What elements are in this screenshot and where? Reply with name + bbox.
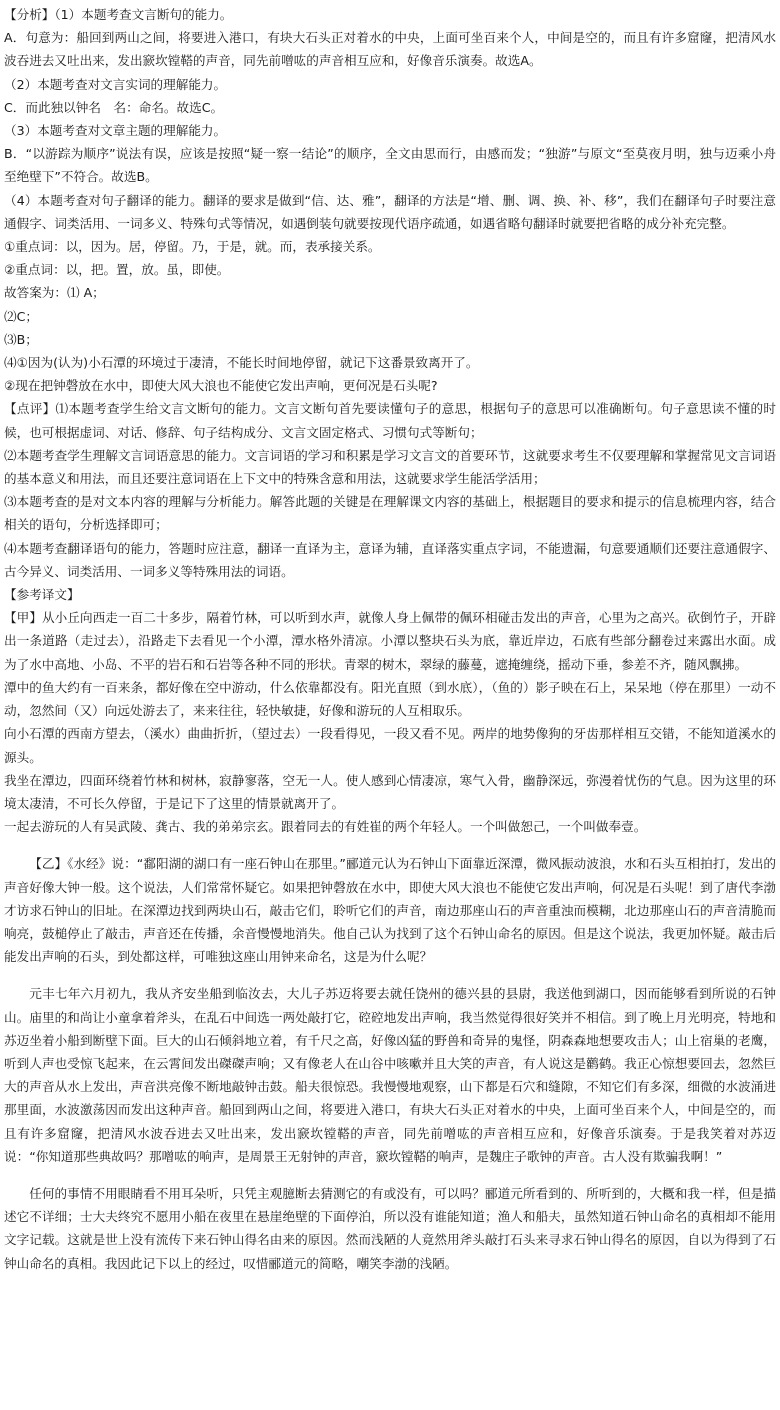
analysis-q4-heading: （4）本题考查对句子翻译的能力。翻译的要求是做到“信、达、雅”，翻译的方法是“增、删、调、换、补、移”，我们在翻译句子时要注意通假字、词类活用、一词多义、特殊句式等情况，如遇倒装句就要按现代语序疏通，如遇省略句翻译时就要把省略的成分补充完整。 [4,192,776,231]
translation-yi-3: 任何的事情不用眼睛看不用耳朵听，只凭主观臆断去猜测它的有或没有，可以吗？郦道元所看到的、所听到的，大概和我一样，但是描述它不详细；士大夫终究不愿用小船在夜里在悬崖绝壁的下面停泊，所以没有谁能知道；渔人和船夫，虽然知道石钟山命名的真相却不能用文字记载。这就是世上没有流传下来石钟山得名由来的原因。然而浅陋的人竟然用斧头敲打石头来寻求石钟山得名的原因，自以为得到了石钟山命名的真相。我因此记下以上的经过，叹惜郦道元的简略，嘲笑李渤的浅陋。 [4,1185,776,1271]
analysis-q2-heading: （2）本题考查对文言实词的理解能力。 [4,76,227,92]
comment-3: ⑶本题考查的是对文本内容的理解与分析能力。解答此题的关键是在理解课文内容的基础上，根据题目的要求和提示的信息梳理内容，结合相关的语句，分析选择即可； [4,494,776,533]
analysis-q3-heading: （3）本题考查对文章主题的理解能力。 [4,123,227,139]
analysis-section [4,3,776,583]
translation-section [4,583,776,838]
comment-4: ⑷本题考查翻译语句的能力，答题时应注意，翻译一直译为主，意译为辅，直译落实重点字词，不能遗漏，句意要通顺们还要注意通假字、古今异义、词类活用、一词多义等特殊用法的词语。 [4,540,776,579]
translation-yi-1: 【乙】《水经》说：“鄱阳湖的湖口有一座石钟山在那里。”郦道元认为石钟山下面靠近深潭，微风振动波浪，水和石头互相拍打，发出的声音好像大钟一般。这个说法，人们常常怀疑它。如果把钟磬放在水中，即使大风大浪也不能使它发出声响，何况是石头呢！到了唐代李渤才访求石钟山的旧址。在深潭边找到两块山石，敲击它们，聆听它们的声音，南边那座山石的声音重浊而模糊，北边那座山石的声音清脆而响亮，鼓槌停止了敲击，声音还在传播，余音慢慢地消失。他自己认为找到了这个石钟山命名的原因。但是这个说法，我更加怀疑。敲击后能发出声响的石头，到处都这样，可唯独这座山用钟来命名，这是为什么呢？ [4,856,776,965]
translation-jia-2: 潭中的鱼大约有一百来条，都好像在空中游动，什么依靠都没有。阳光直照（到水底），（鱼的）影子映在石上，呆呆地（停在那里）一动不动，忽然间（又）向远处游去了，来来往往，轻快敏捷，好像和游玩的人互相取乐。 [4,679,776,719]
translation-jia-3: 向小石潭的西南方望去，（溪水）曲曲折折，（望过去）一段看得见，一段又看不见。两岸的地势像狗的牙齿那样相互交错，不能知道溪水的源头。 [4,726,776,765]
analysis-heading: 【分析】（1）本题考查文言断句的能力。 [4,7,233,22]
analysis-q1-answer: A．句意为：船回到两山之间，将要进入港口，有块大石头正对着水的中央，上面可坐百来个人，中间是空的，而且有许多窟窿，把清风水波吞进去又吐出来，发出窾坎镗鞳的声音，同先前噌吰的声音相互应和，好像音乐演奏。故选A。 [4,30,776,69]
analysis-keywords-2: ②重点词：以，把。置，放。虽，即使。 [4,262,230,278]
spacer [4,838,776,852]
spacer [4,968,776,982]
answer-4b: ②现在把钟磬放在水中，即使大风大浪也不能使它发出声响，更何况是石头呢? [4,378,438,394]
answer-1: 故答案为：⑴ A； [4,285,105,301]
analysis-q3-answer: B．“以游踪为顺序”说法有误，应该是按照“疑一察一结论”的顺序，全文由思而行，由感而发；“独游”与原文“至莫夜月明，独与迈乘小舟至绝壁下”不符合。故选B。 [4,146,776,185]
translation-jia-5: 一起去游玩的人有吴武陵、龚古、我的弟弟宗玄。跟着同去的有姓崔的两个年轻人。一个叫做恕己，一个叫做奉壹。 [4,819,647,835]
translation-jia-4: 我坐在潭边，四面环绕着竹林和树林，寂静寥落，空无一人。使人感到心情凄凉，寒气入骨，幽静深远，弥漫着忧伤的气息。因为这里的环境太凄清，不可长久停留，于是记下了这里的情景就离开了。 [4,772,776,811]
spacer [4,1168,776,1182]
analysis-keywords-1: ①重点词：以，因为。居，停留。乃，于是，就。而，表承接关系。 [4,239,381,255]
translation-yi-2: 元丰七年六月初九，我从齐安坐船到临汝去，大儿子苏迈将要去就任饶州的德兴县的县尉，我送他到湖口，因而能够看到所说的石钟山。庙里的和尚让小童拿着斧头，在乱石中间选一两处敲打它，硿硿地发出声响，我当然觉得很好笑并不相信。到了晚上月光明亮，特地和苏迈坐着小船到断壁下面。巨大的山石倾斜地立着，有千尺之高，好像凶猛的野兽和奇异的鬼怪，阴森森地想要攻击人；山上宿巢的老鹰，听到人声也受惊飞起来，在云霄间发出磔磔声响；又有像老人在山谷中咳嗽并且大笑的声音，有人说这是鹳鹤。我正心惊想要回去，忽然巨大的声音从水上发出，声音洪亮像不断地敲钟击鼓。船夫很惊恐。我慢慢地观察，山下都是石穴和缝隙，不知它们有多深，细微的水波涌进那里面，水波激荡因而发出这种声音。船回到两山之间，将要进入港口，有块大石头正对着水的中央，上面可坐百来个人，中间是空的，而且有许多窟窿，把清风水波吞进去又吐出来，发出窾坎镗鞳的声音，同先前噌吰的声音相互应和，好像音乐演奏。于是我笑着对苏迈说：“你知道那些典故吗？那噌吰的响声，是周景王无射钟的声音，窾坎镗鞳的响声，是魏庄子歌钟的声音。古人没有欺骗我啊！” [4,986,776,1164]
answer-2: ⑵C； [4,308,38,324]
answer-4a: ⑷①因为(认为)小石潭的环境过于凄清，不能长时间地停留，就记下这番景致离开了。 [4,355,479,371]
comment-1: 【点评】⑴本题考查学生给文言文断句的能力。文言文断句首先要读懂句子的意思，根据句子的意思可以准确断句。句子意思读不懂的时候，也可根据虚词、对话、修辞、句子结构成分、文言文固定格式、习惯句式等断句； [4,401,776,440]
comment-2: ⑵本题考查学生理解文言词语意思的能力。文言词语的学习和积累是学习文言文的首要环节，这就要求考生不仅要理解和掌握常见文言词语的基本意义和用法，而且还要注意词语在上下文中的特殊含意和用法，这就要求学生能活学活用； [4,447,776,487]
answer-3: ⑶B； [4,331,38,347]
analysis-q2-answer: C．而此独以钟名 名：命名。故选C。 [4,99,224,115]
translation-heading: 【参考译文】 [4,587,80,603]
translation-jia-1: 【甲】从小丘向西走一百二十多步，隔着竹林，可以听到水声，就像人身上佩带的佩环相碰击发出的声音，心里为之高兴。砍倒竹子，开辟出一条道路（走过去），沿路走下去看见一个小潭，潭水格外清凉。小潭以整块石头为底，靠近岸边，石底有些部分翻卷过来露出水面。成为了水中高地、小岛、不平的岩石和石岩等各种不同的形状。青翠的树木，翠绿的藤蔓，遮掩缠绕，摇动下垂，参差不齐，随风飘拂。 [4,610,776,672]
